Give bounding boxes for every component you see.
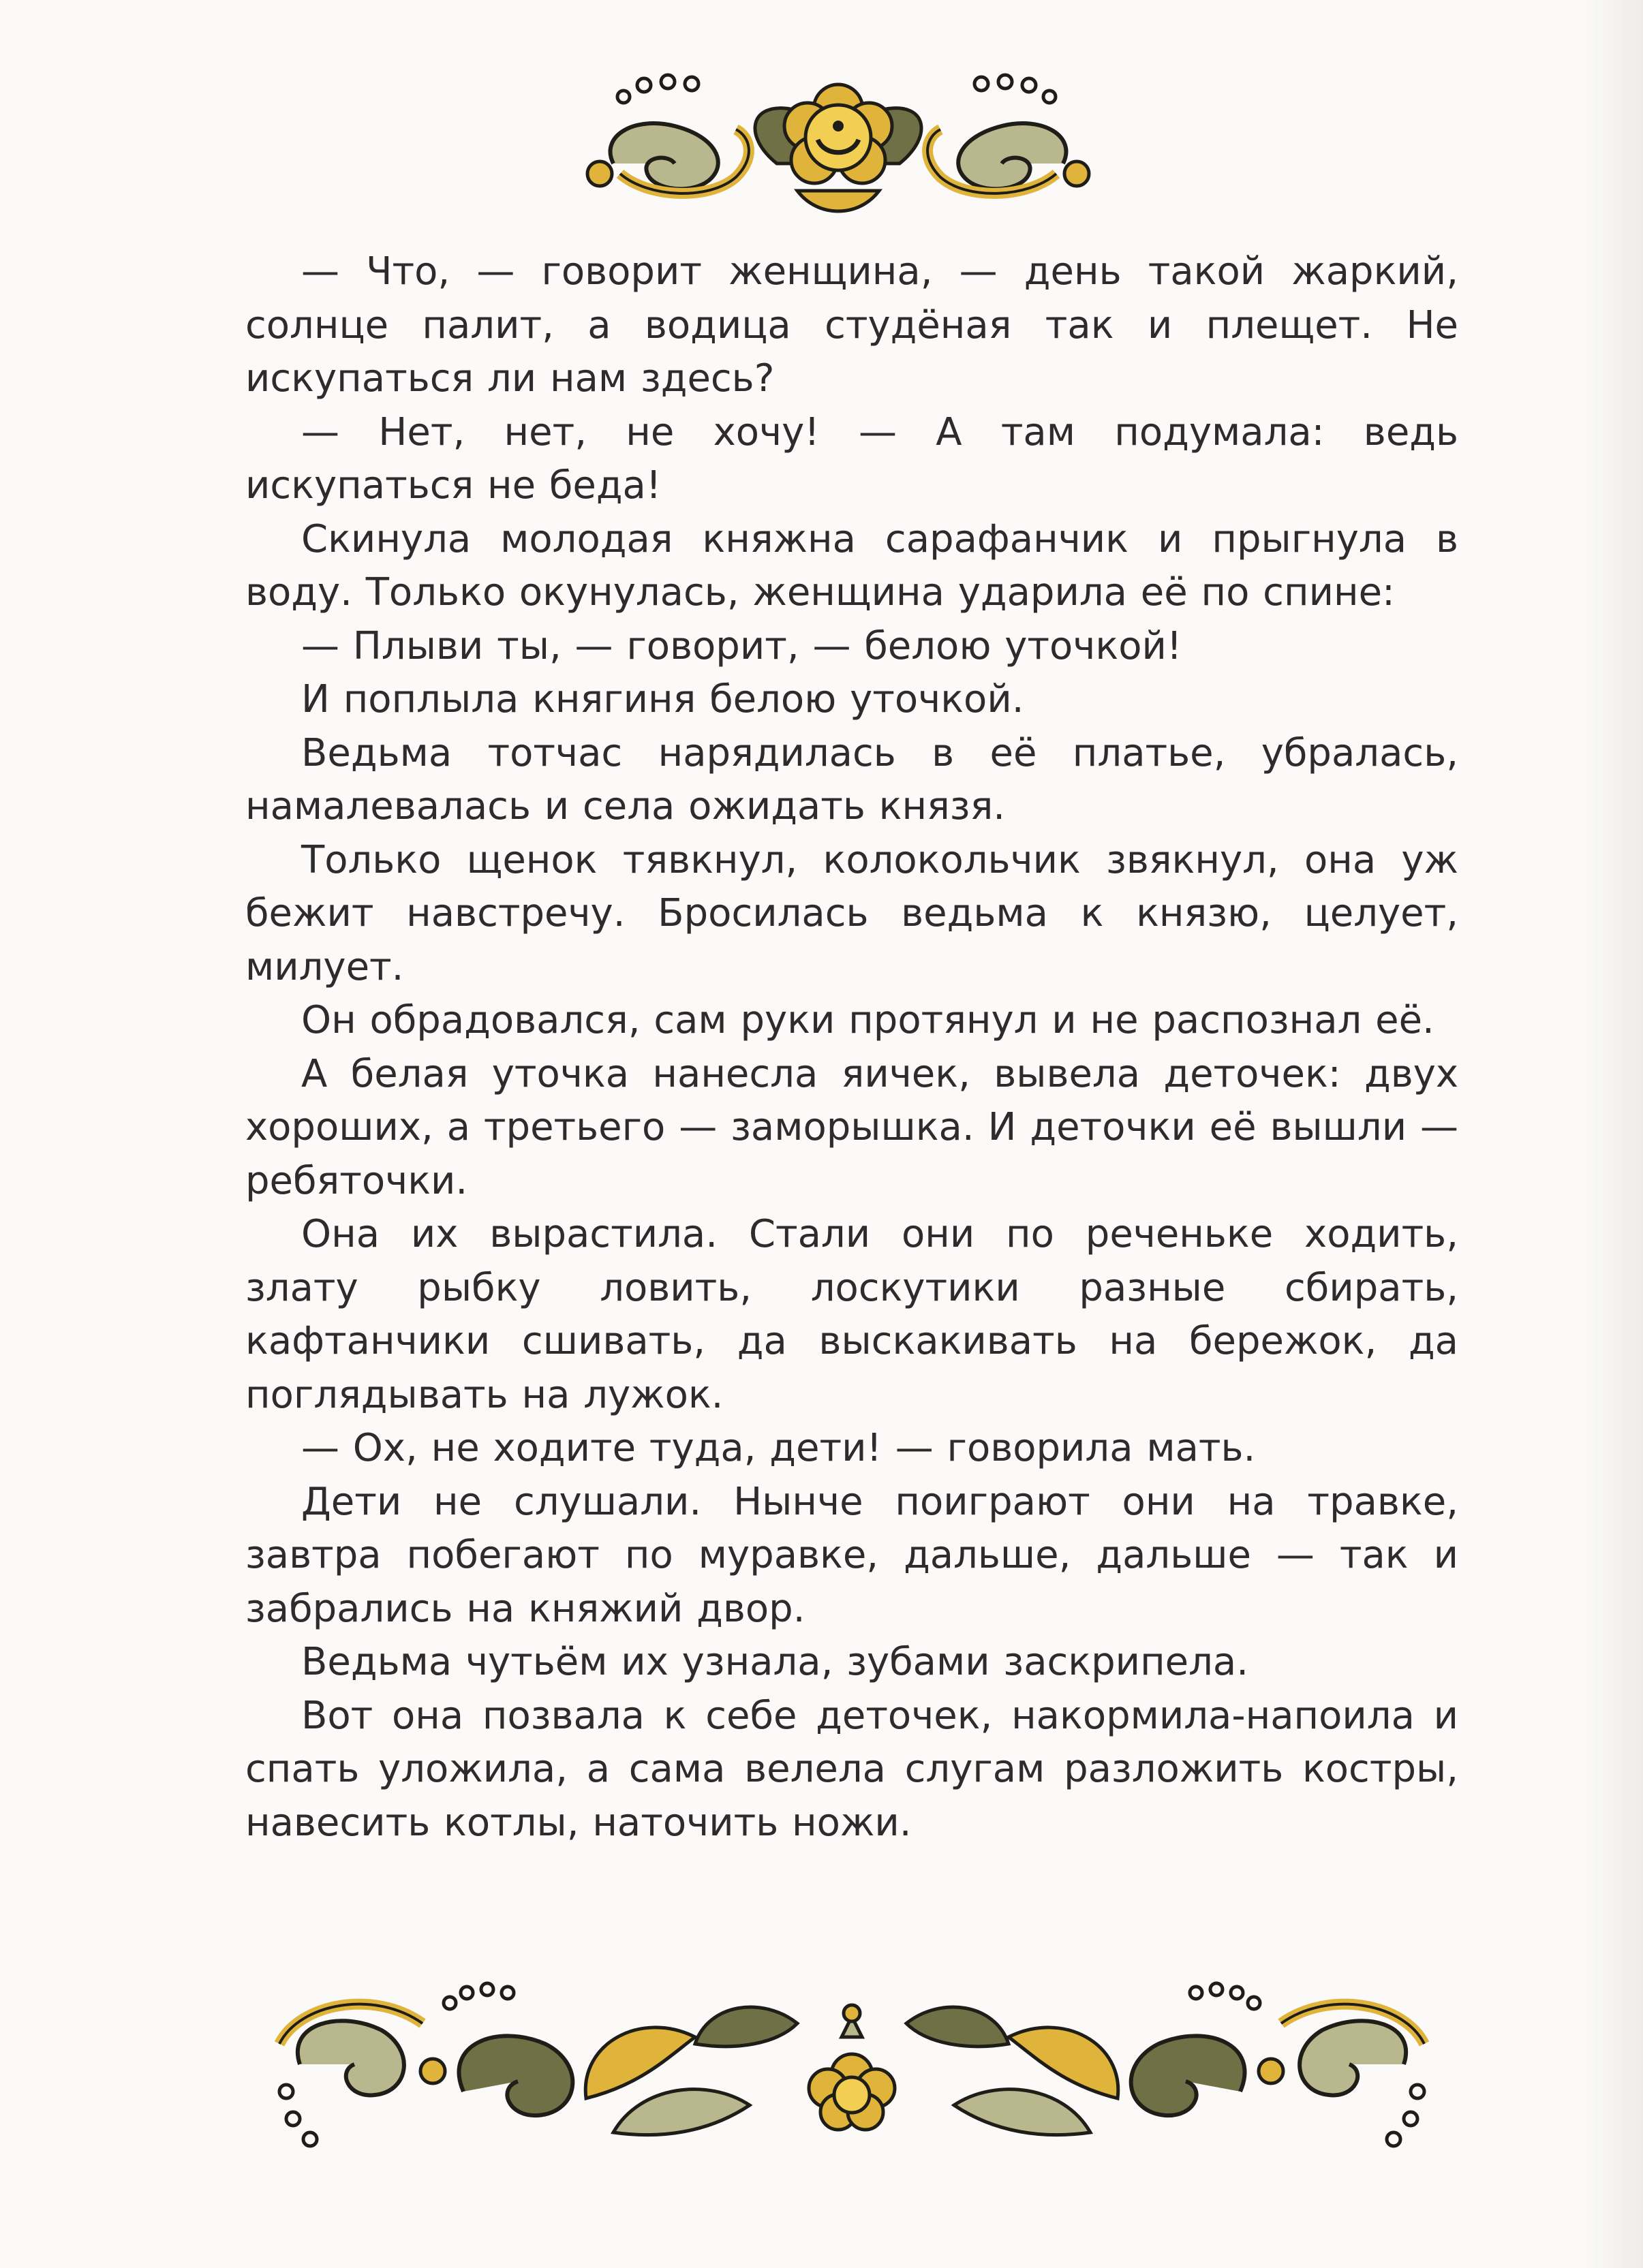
paragraph: А белая уточка нанесла яичек, вывела деточек: двух хороших, а третьего — заморышка. И деточки её вышли — ребяточки. [245, 1051, 1458, 1203]
top-floral-ornament-icon [572, 61, 1104, 225]
bottom-scroll-border-icon [259, 1962, 1445, 2160]
paragraph: Он обрадовался, сам руки протянул и не распознал её. [301, 998, 1434, 1042]
paragraph: Вот она позвала к себе деточек, накормила-напоила и спать уложила, а сама велела слугам разложить костры, навесить котлы, наточить ножи. [245, 1693, 1458, 1845]
paragraph: — Нет, нет, не хочу! — А там подумала: ведь искупаться не беда! [245, 409, 1458, 508]
paragraph: Ведьма чутьём их узнала, зубами заскрипела. [301, 1640, 1249, 1684]
paragraph: Ведьма тотчас нарядилась в её платье, убралась, намалевалась и села ожидать князя. [245, 730, 1458, 828]
paragraph: Скинула молодая княжна сарафанчик и прыгнула в воду. Только окунулась, женщина ударила её по спине: [245, 516, 1458, 615]
paragraph: Только щенок тявкнул, колокольчик звякнул, она уж бежит навстречу. Бросилась ведьма к князю, целует, милует. [245, 837, 1458, 989]
paragraph: — Ох, не ходите туда, дети! — говорила мать. [301, 1426, 1256, 1470]
paragraph: Она их вырастила. Стали они по реченьке ходить, злату рыбку ловить, лоскутики разные сбирать, кафтанчики сшивать, да выскакивать на бережок, да поглядывать на лужок. [245, 1212, 1458, 1417]
paragraph: — Что, — говорит женщина, — день такой жаркий, солнце палит, а водица студёная так и плещет. Не искупаться ли нам здесь? [245, 249, 1458, 401]
page-edge-shadow [1582, 0, 1643, 2268]
paragraph: — Плыви ты, — говорит, — белою уточкой! [301, 623, 1182, 668]
paragraph: Дети не слушали. Нынче поиграют они на травке, завтра побегают по муравке, дальше, дальше — так и забрались на княжий двор. [245, 1479, 1458, 1631]
story-text [245, 245, 1458, 1850]
paragraph: И поплыла княгиня белою уточкой. [301, 677, 1024, 721]
